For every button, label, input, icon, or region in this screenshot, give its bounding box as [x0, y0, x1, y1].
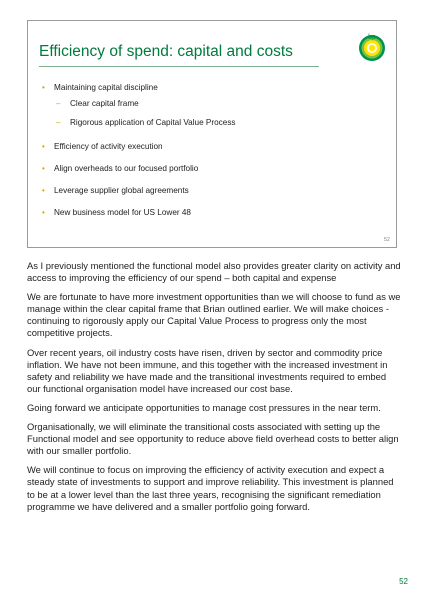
notes-paragraph: Over recent years, oil industry costs have risen, driven by sector and commodity price inflation. We have not been immune, and this together with the increased investment in safety and reliability we have made and the transitional investments required to embed our functional organisation model have increased our cost base.: [27, 346, 388, 394]
notes-paragraph: We are fortunate to have more investment opportunities than we will choose to fund as we manage within the clear capital frame that Brian outlined earlier. We will make choices - continuing to rigorously apply our Capital Value Process to progress only the most competitive projects.: [27, 291, 401, 339]
title-divider: [39, 66, 319, 67]
speaker-notes: [27, 260, 402, 520]
bullet-item: [42, 164, 236, 173]
sub-bullet-item: [42, 118, 236, 127]
bullet-list: [42, 83, 236, 217]
dash-icon: –: [56, 99, 61, 108]
bullet-item: [42, 208, 236, 217]
sub-bullet-item: [42, 99, 236, 108]
slide-title: Efficiency of spend: capital and costs: [39, 43, 293, 60]
sub-bullet-text: Clear capital frame: [70, 99, 139, 108]
dash-icon: –: [56, 118, 61, 127]
bullet-dot-icon: •: [42, 83, 45, 92]
slide-thumbnail: [27, 20, 397, 248]
bullet-dot-icon: •: [42, 186, 45, 195]
bullet-dot-icon: •: [42, 164, 45, 173]
bullet-text: Maintaining capital discipline: [54, 83, 158, 92]
page-number: 52: [399, 577, 408, 586]
bullet-dot-icon: •: [42, 142, 45, 151]
bullet-item: [42, 83, 236, 92]
bp-helios-logo-icon: [356, 31, 388, 63]
slide-number: 52: [383, 237, 390, 243]
bullet-text: Align overheads to our focused portfolio: [54, 164, 199, 173]
sub-bullet-text: Rigorous application of Capital Value Process: [70, 118, 236, 127]
bullet-item: [42, 142, 236, 151]
notes-paragraph: As I previously mentioned the functional model also provides greater clarity on activity and access to improving the efficiency of our spend – both capital and expense: [27, 260, 401, 284]
notes-paragraph: We will continue to focus on improving the efficiency of activity execution and expect a steady state of investments to support and improve reliability. This investment is planned to be at a lower level than the last three years, recognising the significant remediation programme we have delivered and a smaller portfolio going forward.: [27, 464, 394, 512]
logo-text: bp: [368, 34, 376, 41]
bullet-text: New business model for US Lower 48: [54, 208, 191, 217]
bullet-text: Efficiency of activity execution: [54, 142, 163, 151]
bullet-text: Leverage supplier global agreements: [54, 186, 189, 195]
bullet-dot-icon: •: [42, 208, 45, 217]
bullet-item: [42, 186, 236, 195]
notes-paragraph: Going forward we anticipate opportunities to manage cost pressures in the near term.: [27, 401, 381, 413]
notes-paragraph: Organisationally, we will eliminate the transitional costs associated with setting up the Functional model and see opportunity to reduce above field overhead costs to better align with our smaller portfolio.: [27, 421, 399, 457]
